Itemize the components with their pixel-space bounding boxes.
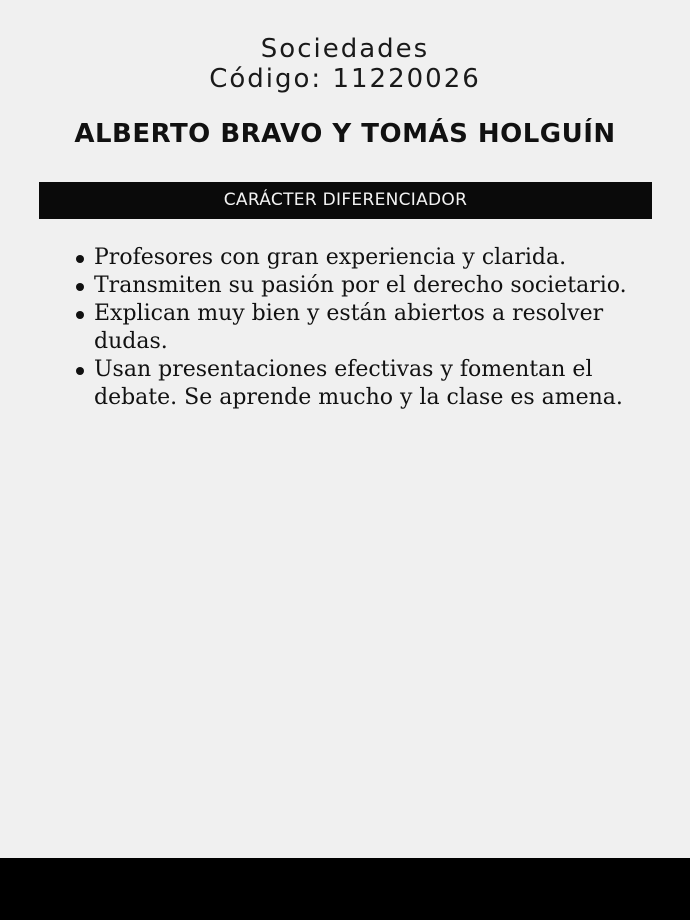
list-item-text: Usan presentaciones efectivas y fomentan el debate. Se aprende mucho y la clase es amena. <box>94 357 623 410</box>
list-item <box>72 244 662 272</box>
bullet-dot-icon <box>76 255 84 263</box>
professors-title: ALBERTO BRAVO Y TOMÁS HOLGUÍN <box>74 119 616 149</box>
list-item-text: Profesores con gran experiencia y clarida. <box>94 245 567 270</box>
list-item-text: Transmiten su pasión por el derecho societario. <box>94 273 627 298</box>
list-item <box>72 356 662 412</box>
section-title: CARÁCTER DIFERENCIADOR <box>223 190 468 210</box>
section-header-bar <box>39 182 652 219</box>
course-name: Sociedades <box>260 34 430 64</box>
list-item <box>72 272 662 300</box>
bullet-dot-icon <box>76 283 84 291</box>
list-item-text: Explican muy bien y están abiertos a resolver dudas. <box>94 301 604 354</box>
bullet-list <box>72 244 662 412</box>
bullet-dot-icon <box>76 311 84 319</box>
course-header <box>0 34 690 94</box>
bottom-bar <box>0 858 690 920</box>
bullet-dot-icon <box>76 367 84 375</box>
course-code: Código: 11220026 <box>209 64 481 94</box>
list-item <box>72 300 662 356</box>
